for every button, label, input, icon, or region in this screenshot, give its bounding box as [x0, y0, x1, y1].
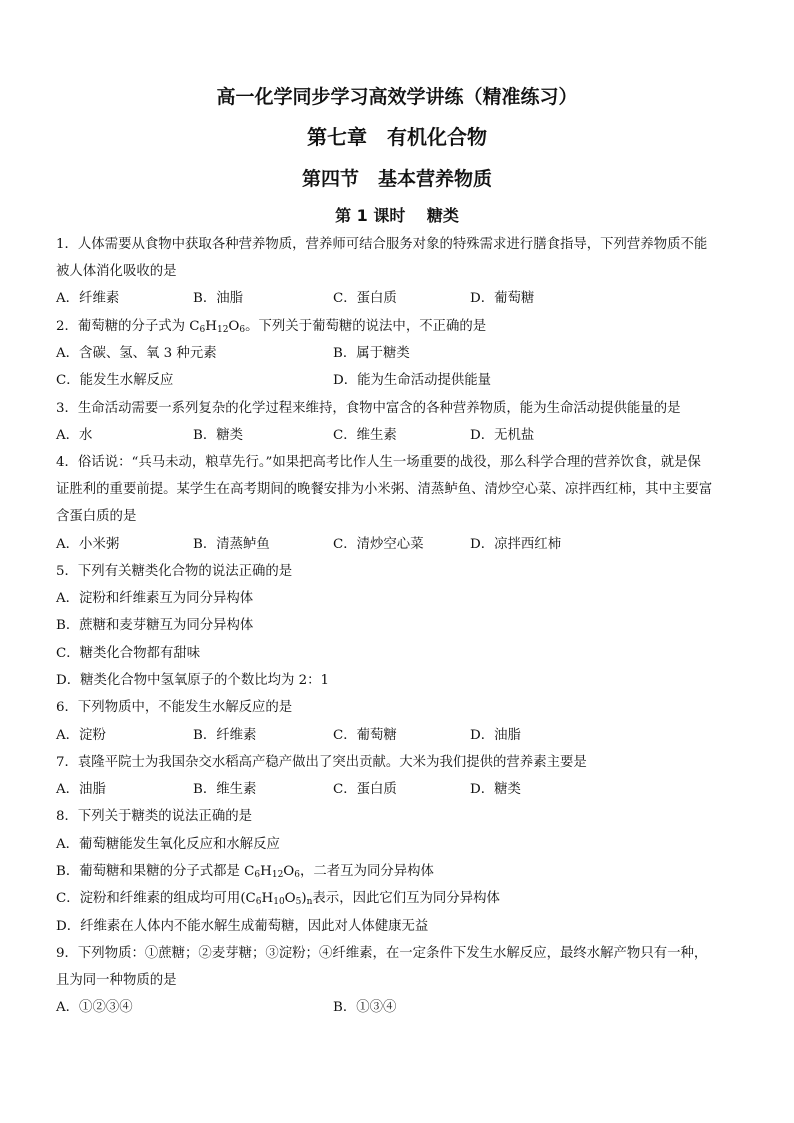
q2-option-b[interactable]: B．属于糖类 [333, 346, 410, 361]
q2-stem-h: H [205, 319, 217, 334]
q3-option-c[interactable]: C．维生素 [333, 428, 397, 443]
q6-option-c[interactable]: C．葡萄糖 [333, 728, 397, 743]
section-title: 第四节 基本营养物质 [301, 168, 492, 190]
q4-option-a[interactable]: A．小米粥 [56, 537, 120, 552]
q8-option-d[interactable]: D．纤维素在人体内不能水解生成葡萄糖，因此对人体健康无益 [56, 919, 429, 934]
q2-stem-post: 。下列关于葡萄糖的说法中，不正确的是 [245, 319, 487, 334]
q1-option-c[interactable]: C．蛋白质 [333, 291, 397, 306]
q7-option-a[interactable]: A．油脂 [56, 782, 106, 797]
q9-option-b[interactable]: B．①③④ [333, 1000, 397, 1015]
q1-stem-line-2: 被人体消化吸收的是 [56, 264, 177, 279]
q2-stem [56, 318, 486, 336]
q2-sub-h: 12 [216, 325, 229, 335]
q8-option-b[interactable] [56, 863, 434, 881]
q6-stem: 6．下列物质中，不能发生水解反应的是 [56, 700, 293, 715]
q4-stem-line-3: 含蛋白质的是 [56, 509, 137, 524]
q2-option-a[interactable]: A．含碳、氢、氧 3 种元素 [56, 346, 217, 361]
q9-stem-line-1: 9．下列物质：①蔗糖；②麦芽糖；③淀粉；④纤维素，在一定条件下发生水解反应，最终水解产物只有一种， [56, 946, 708, 961]
q8-b-pre: B．葡萄糖和果糖的分子式都是 C [56, 864, 255, 879]
q8-stem: 8．下列关于糖类的说法正确的是 [56, 809, 252, 824]
q5-option-a[interactable]: A．淀粉和纤维素互为同分异构体 [56, 591, 254, 606]
q3-option-b[interactable]: B．糖类 [193, 428, 244, 443]
q8-option-a[interactable]: A．葡萄糖能发生氧化反应和水解反应 [56, 837, 280, 852]
q8-b-sub-c: 6 [254, 870, 261, 880]
q8-c-sub-c: 6 [255, 897, 262, 907]
q7-option-b[interactable]: B．维生素 [193, 782, 257, 797]
q4-option-c[interactable]: C．清炒空心菜 [333, 537, 424, 552]
q7-option-c[interactable]: C．蛋白质 [333, 782, 397, 797]
q6-option-d[interactable]: D．油脂 [470, 728, 521, 743]
q8-c-o: O [284, 891, 296, 906]
q3-option-a[interactable]: A．水 [56, 428, 93, 443]
q3-stem: 3．生命活动需要一系列复杂的化学过程来维持，食物中富含的各种营养物质，能为生命活动提供能量的是 [56, 401, 681, 416]
q4-stem-line-2: 证胜利的重要前提。某学生在高考期间的晚餐安排为小米粥、清蒸鲈鱼、清炒空心菜、凉拌西红柿，其中主要富 [56, 482, 713, 497]
q8-c-pre: C．淀粉和纤维素的组成均可用(C [56, 891, 256, 906]
q1-stem-line-1: 1．人体需要从食物中获取各种营养物质，营养师可结合服务对象的特殊需求进行膳食指导，下列营养物质不能 [56, 237, 708, 252]
q2-stem-pre: 2．葡萄糖的分子式为 C [56, 319, 200, 334]
q7-option-d[interactable]: D．糖类 [470, 782, 521, 797]
q1-option-d[interactable]: D．葡萄糖 [470, 291, 535, 306]
q8-c-sub-o: 5 [295, 897, 302, 907]
document-title: 高一化学同步学习高效学讲练（精准练习） [216, 86, 578, 108]
q2-sub-c: 6 [199, 325, 206, 335]
q8-c-sub-n: n [306, 897, 313, 907]
q8-c-h: H [261, 891, 274, 906]
q9-option-a[interactable]: A．①②③④ [56, 1000, 133, 1015]
q8-c-sub-h: 10 [273, 897, 285, 907]
q8-b-h: H [260, 864, 272, 879]
q4-option-d[interactable]: D．凉拌西红柿 [470, 537, 562, 552]
q8-b-sub-o: 6 [294, 870, 301, 880]
q1-option-a[interactable]: A．纤维素 [56, 291, 120, 306]
q7-stem: 7．袁隆平院士为我国杂交水稻高产稳产做出了突出贡献。大米为我们提供的营养素主要是 [56, 755, 587, 770]
q5-option-c[interactable]: C．糖类化合物都有甜味 [56, 646, 201, 661]
q5-option-d[interactable]: D．糖类化合物中氢氧原子的个数比均为 2：1 [56, 673, 330, 688]
lesson-title: 第 1 课时 糖类 [335, 206, 459, 225]
q6-option-a[interactable]: A．淀粉 [56, 728, 106, 743]
q5-option-b[interactable]: B．蔗糖和麦芽糖互为同分异构体 [56, 618, 254, 633]
chapter-title: 第七章 有机化合物 [307, 125, 487, 149]
q4-option-b[interactable]: B．清蒸鲈鱼 [193, 537, 270, 552]
q4-stem-line-1: 4．俗话说：“兵马未动，粮草先行。”如果把高考比作人生一场重要的战役，那么科学合理的营养饮食，就是保 [56, 455, 701, 470]
q8-c-paren: ) [301, 891, 307, 906]
q2-option-d[interactable]: D．能为生命活动提供能量 [333, 373, 492, 388]
q9-stem-line-2: 且为同一种物质的是 [56, 973, 177, 988]
q6-option-b[interactable]: B．纤维素 [193, 728, 257, 743]
q2-option-c[interactable]: C．能发生水解反应 [56, 373, 174, 388]
q5-stem: 5．下列有关糖类化合物的说法正确的是 [56, 564, 293, 579]
q3-option-d[interactable]: D．无机盐 [470, 428, 535, 443]
q2-stem-o: O [228, 319, 240, 334]
q8-b-sub-h: 12 [271, 870, 284, 880]
q8-b-o: O [283, 864, 295, 879]
q8-b-post: ，二者互为同分异构体 [300, 864, 434, 879]
q2-sub-o: 6 [239, 325, 246, 335]
q8-option-c[interactable] [56, 890, 500, 908]
q1-option-b[interactable]: B．油脂 [193, 291, 244, 306]
q8-c-post: 表示，因此它们互为同分异构体 [312, 891, 500, 906]
